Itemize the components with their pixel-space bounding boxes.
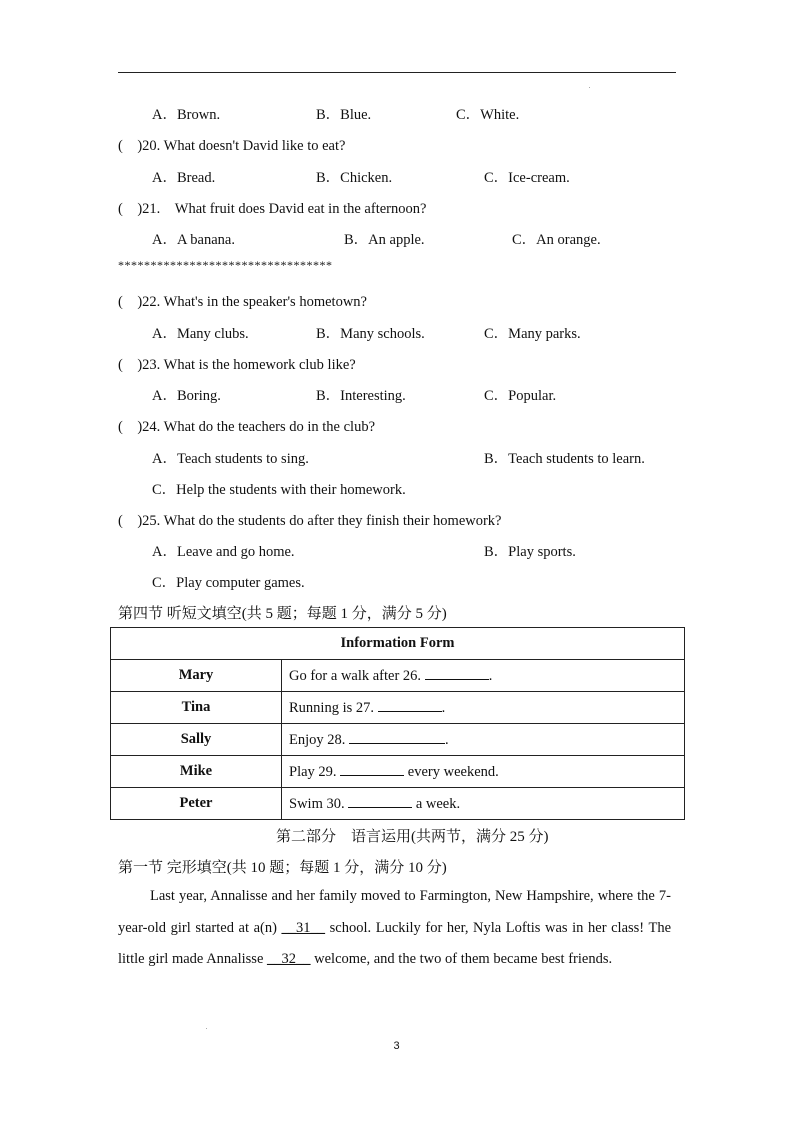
answer-blank-26[interactable]	[425, 667, 489, 680]
question-21-stem: ( )21. What fruit does David eat in the afternoon?	[118, 201, 427, 217]
option-c: C．Popular.	[484, 388, 557, 404]
option-c: C．Play computer games.	[152, 575, 305, 591]
question-23-stem: ( )23. What is the homework club like?	[118, 357, 356, 373]
information-form-table	[110, 627, 685, 820]
answer-blank-29[interactable]	[340, 763, 404, 776]
question-24-stem: ( )24. What do the teachers do in the club?	[118, 419, 376, 435]
table-row	[111, 788, 685, 820]
option-c: C．White.	[456, 107, 520, 123]
option-c: C．Many parks.	[484, 326, 581, 342]
section-4-title: 第四节 听短文填空(共 5 题；每题 1 分，满分 5 分)	[118, 606, 447, 622]
option-a: A．A banana.	[152, 232, 235, 248]
option-c: C．An orange.	[512, 232, 601, 248]
row-value: Running is 27. .	[282, 692, 685, 724]
row-name: Sally	[111, 724, 282, 756]
cloze-blank-31[interactable]: __31__	[281, 919, 326, 936]
row-name: Mary	[111, 660, 282, 692]
option-c: C．Ice-cream.	[484, 170, 570, 186]
part-2-title: 第二部分 语言运用(共两节，满分 25 分)	[276, 829, 549, 845]
option-a: A．Many clubs.	[152, 326, 249, 342]
option-a: A．Leave and go home.	[152, 544, 295, 560]
option-b: B．Teach students to learn.	[484, 451, 645, 467]
table-title: Information Form	[111, 628, 685, 660]
option-a: A．Brown.	[152, 107, 221, 123]
option-b: B．Many schools.	[316, 326, 425, 342]
row-value: Play 29. every weekend.	[282, 756, 685, 788]
option-b: B．Play sports.	[484, 544, 576, 560]
row-value: Enjoy 28. .	[282, 724, 685, 756]
question-22-stem: ( )22. What's in the speaker's hometown?	[118, 294, 367, 310]
question-25-stem: ( )25. What do the students do after they finish their homework?	[118, 513, 502, 529]
section-1-title: 第一节 完形填空(共 10 题；每题 1 分，满分 10 分)	[118, 860, 447, 876]
answer-blank-30[interactable]	[348, 795, 412, 808]
answer-blank-27[interactable]	[378, 699, 442, 712]
option-a: A．Boring.	[152, 388, 221, 404]
option-b: B．An apple.	[344, 232, 425, 248]
cloze-passage: Last year, Annalisse and her family moved to Farmington, New Hampshire, where the 7-year-old girl started at a(n) __31__ school. Luckily for her, Nyla Loftis was in her class! The little girl made Annalisse __32__ welcome, and the two of them became best friends.	[118, 888, 671, 967]
option-c: C．Help the students with their homework.	[152, 482, 406, 498]
option-a: A．Bread.	[152, 170, 216, 186]
row-name: Tina	[111, 692, 282, 724]
table-header-row	[111, 628, 685, 660]
table-row	[111, 756, 685, 788]
header-rule	[118, 72, 676, 73]
row-name: Peter	[111, 788, 282, 820]
question-20-stem: ( )20. What doesn't David like to eat?	[118, 138, 346, 154]
option-b: B．Blue.	[316, 107, 372, 123]
option-b: B．Chicken.	[316, 170, 393, 186]
row-value: Go for a walk after 26. .	[282, 660, 685, 692]
table-row	[111, 692, 685, 724]
page-number: 3	[393, 1040, 400, 1052]
table-row	[111, 724, 685, 756]
row-name: Mike	[111, 756, 282, 788]
scan-speck	[589, 87, 590, 88]
row-value: Swim 30. a week.	[282, 788, 685, 820]
section-separator: *********************************	[118, 258, 333, 272]
table-row	[111, 660, 685, 692]
option-b: B．Interesting.	[316, 388, 406, 404]
cloze-blank-32[interactable]: __32__	[267, 951, 311, 967]
scan-speck	[206, 1028, 207, 1029]
option-a: A．Teach students to sing.	[152, 451, 309, 467]
answer-blank-28[interactable]	[349, 731, 445, 744]
